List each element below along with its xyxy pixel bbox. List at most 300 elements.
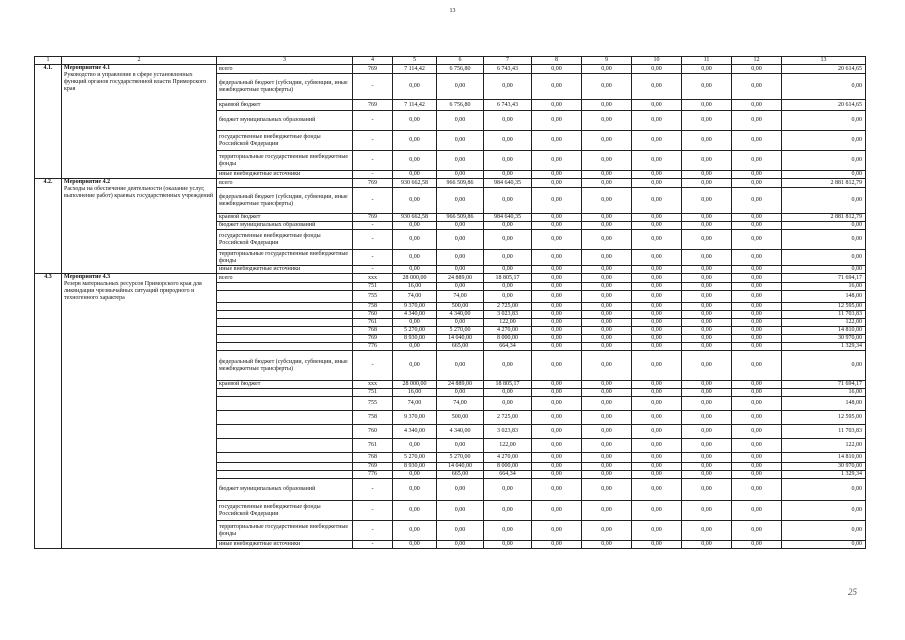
- measure-title: Мероприятие 4.3: [64, 274, 111, 280]
- col-header: 6: [437, 57, 484, 65]
- funding-source: иные внебюджетные источники: [217, 541, 353, 549]
- page-stamp: 25: [848, 587, 857, 597]
- funding-source: федеральный бюджет (субсидии, субвенции, иные межбюджетные трансферты): [217, 188, 353, 214]
- year-value: 8 930,00: [393, 463, 437, 471]
- year-value: 665,00: [437, 471, 484, 479]
- year-value: 0,00: [582, 351, 632, 381]
- year-value: 0,00: [682, 214, 732, 222]
- measure-number: 4.3: [35, 274, 62, 549]
- year-value: 0,00: [532, 131, 582, 151]
- col-header: 9: [582, 57, 632, 65]
- funding-source: [217, 283, 353, 291]
- year-value: 0,00: [632, 100, 682, 111]
- year-value: 0,00: [484, 111, 532, 131]
- grbs-code: 769: [353, 335, 393, 343]
- year-value: 0,00: [437, 501, 484, 521]
- year-value: 0,00: [582, 100, 632, 111]
- year-value: 18 805,17: [484, 274, 532, 283]
- year-value: 16,00: [393, 283, 437, 291]
- year-value: 0,00: [682, 230, 732, 250]
- year-value: 74,00: [393, 291, 437, 303]
- year-value: 0,00: [393, 111, 437, 131]
- year-value: 0,00: [582, 250, 632, 266]
- year-value: 6 743,43: [484, 65, 532, 74]
- year-value: 0,00: [437, 479, 484, 501]
- funding-source: [217, 291, 353, 303]
- year-value: 0,00: [632, 381, 682, 389]
- year-value: 0,00: [732, 479, 782, 501]
- total-value: 0,00: [782, 351, 866, 381]
- year-value: 0,00: [582, 425, 632, 439]
- year-value: 0,00: [484, 389, 532, 397]
- year-value: 0,00: [582, 65, 632, 74]
- col-header: 10: [632, 57, 682, 65]
- year-value: 0,00: [484, 291, 532, 303]
- year-value: 0,00: [532, 151, 582, 171]
- funding-source: иные внебюджетные источники: [217, 171, 353, 179]
- grbs-code: -: [353, 222, 393, 230]
- year-value: 122,00: [484, 439, 532, 453]
- funding-source: бюджет муниципальных образований: [217, 222, 353, 230]
- total-value: 11 703,83: [782, 425, 866, 439]
- year-value: 0,00: [732, 214, 782, 222]
- year-value: 16,00: [393, 389, 437, 397]
- funding-source: [217, 319, 353, 327]
- col-header: 4: [353, 57, 393, 65]
- year-value: 0,00: [682, 250, 732, 266]
- year-value: 0,00: [682, 335, 732, 343]
- measure-description-cell: [62, 274, 217, 549]
- year-value: 0,00: [632, 425, 682, 439]
- year-value: 0,00: [732, 381, 782, 389]
- year-value: 0,00: [532, 541, 582, 549]
- year-value: 0,00: [582, 230, 632, 250]
- year-value: 0,00: [732, 274, 782, 283]
- year-value: 0,00: [532, 266, 582, 274]
- year-value: 0,00: [437, 283, 484, 291]
- total-value: 0,00: [782, 222, 866, 230]
- funding-source: [217, 411, 353, 425]
- year-value: 0,00: [732, 463, 782, 471]
- year-value: 0,00: [582, 397, 632, 411]
- year-value: 0,00: [682, 151, 732, 171]
- year-value: 2 725,00: [484, 411, 532, 425]
- year-value: 0,00: [632, 266, 682, 274]
- year-value: 0,00: [732, 171, 782, 179]
- year-value: 0,00: [632, 131, 682, 151]
- year-value: 0,00: [682, 266, 732, 274]
- year-value: 0,00: [532, 111, 582, 131]
- funding-source: бюджет муниципальных образований: [217, 111, 353, 131]
- year-value: 0,00: [484, 266, 532, 274]
- measure-description: Резерв материальных ресурсов Приморского края для ликвидации чрезвычайных ситуаций природного и техногенного характера: [64, 281, 202, 301]
- year-value: 0,00: [437, 171, 484, 179]
- funding-source: краевой бюджет: [217, 214, 353, 222]
- year-value: 0,00: [484, 351, 532, 381]
- year-value: 0,00: [393, 188, 437, 214]
- measure-description-cell: [62, 65, 217, 179]
- year-value: 6 743,43: [484, 100, 532, 111]
- grbs-code: 769: [353, 214, 393, 222]
- year-value: 0,00: [582, 283, 632, 291]
- col-header: 11: [682, 57, 732, 65]
- year-value: 0,00: [732, 397, 782, 411]
- total-value: 16,00: [782, 389, 866, 397]
- table-row: [35, 65, 866, 74]
- year-value: 0,00: [682, 131, 732, 151]
- total-value: 0,00: [782, 479, 866, 501]
- grbs-code: 760: [353, 425, 393, 439]
- year-value: 9 370,00: [393, 303, 437, 311]
- grbs-code: -: [353, 171, 393, 179]
- year-value: 74,00: [437, 397, 484, 411]
- year-value: 0,00: [682, 274, 732, 283]
- year-value: 4 340,00: [393, 425, 437, 439]
- year-value: 0,00: [632, 397, 682, 411]
- year-value: 0,00: [532, 214, 582, 222]
- funding-source: территориальные государственные внебюджетные фонды: [217, 151, 353, 171]
- col-header: 8: [532, 57, 582, 65]
- year-value: 0,00: [732, 389, 782, 397]
- measure-title: Мероприятие 4.1: [64, 65, 111, 71]
- year-value: 9 370,00: [393, 411, 437, 425]
- year-value: 5 270,00: [393, 327, 437, 335]
- year-value: 0,00: [682, 171, 732, 179]
- total-value: 20 614,65: [782, 100, 866, 111]
- measure-description: Руководство и управление в сфере установленных функций органов государственной власти Приморского края: [64, 72, 207, 92]
- grbs-code: 769: [353, 179, 393, 188]
- total-value: 0,00: [782, 266, 866, 274]
- year-value: 5 270,00: [393, 453, 437, 463]
- year-value: 0,00: [484, 250, 532, 266]
- year-value: 0,00: [532, 171, 582, 179]
- total-value: 148,00: [782, 291, 866, 303]
- total-value: 1 329,34: [782, 343, 866, 351]
- year-value: 0,00: [532, 521, 582, 541]
- year-value: 0,00: [682, 319, 732, 327]
- total-value: 16,00: [782, 283, 866, 291]
- year-value: 28 000,00: [393, 274, 437, 283]
- year-value: 0,00: [732, 411, 782, 425]
- year-value: 0,00: [632, 335, 682, 343]
- year-value: 0,00: [582, 291, 632, 303]
- year-value: 0,00: [393, 250, 437, 266]
- funding-source: [217, 463, 353, 471]
- year-value: 3 023,83: [484, 425, 532, 439]
- grbs-code: 761: [353, 439, 393, 453]
- grbs-code: -: [353, 151, 393, 171]
- year-value: 0,00: [632, 411, 682, 425]
- total-value: 0,00: [782, 501, 866, 521]
- grbs-code: -: [353, 131, 393, 151]
- year-value: 0,00: [484, 74, 532, 100]
- year-value: 0,00: [532, 283, 582, 291]
- year-value: 0,00: [632, 479, 682, 501]
- grbs-code: 758: [353, 303, 393, 311]
- grbs-code: -: [353, 541, 393, 549]
- year-value: 0,00: [393, 230, 437, 250]
- year-value: 0,00: [532, 230, 582, 250]
- year-value: 0,00: [532, 303, 582, 311]
- year-value: 0,00: [532, 343, 582, 351]
- year-value: 0,00: [582, 188, 632, 214]
- year-value: 0,00: [582, 303, 632, 311]
- year-value: 0,00: [682, 439, 732, 453]
- year-value: 0,00: [732, 179, 782, 188]
- year-value: 0,00: [682, 291, 732, 303]
- year-value: 0,00: [732, 439, 782, 453]
- year-value: 0,00: [732, 250, 782, 266]
- year-value: 14 040,00: [437, 463, 484, 471]
- year-value: 8 000,00: [484, 335, 532, 343]
- total-value: 0,00: [782, 171, 866, 179]
- funding-source: государственные внебюджетные фонды Российской Федерации: [217, 501, 353, 521]
- col-header: 13: [782, 57, 866, 65]
- year-value: 0,00: [393, 222, 437, 230]
- grbs-code: -: [353, 521, 393, 541]
- year-value: 0,00: [582, 479, 632, 501]
- year-value: 0,00: [532, 389, 582, 397]
- year-value: 0,00: [532, 74, 582, 100]
- grbs-code: -: [353, 501, 393, 521]
- year-value: 0,00: [532, 453, 582, 463]
- grbs-code: 760: [353, 311, 393, 319]
- year-value: 0,00: [582, 222, 632, 230]
- year-value: 0,00: [582, 471, 632, 479]
- grbs-code: -: [353, 351, 393, 381]
- col-header: 3: [217, 57, 353, 65]
- total-value: 12 595,00: [782, 411, 866, 425]
- measure-description: Расходы на обеспечение деятельности (оказание услуг, выполнение работ) краевых государственных учреждений: [64, 186, 214, 199]
- grbs-code: 776: [353, 343, 393, 351]
- funding-source: [217, 471, 353, 479]
- grbs-code: 755: [353, 397, 393, 411]
- table-row: [35, 274, 866, 283]
- total-value: 71 694,17: [782, 381, 866, 389]
- year-value: 0,00: [732, 74, 782, 100]
- year-value: 0,00: [632, 214, 682, 222]
- year-value: 0,00: [682, 343, 732, 351]
- year-value: 984 640,35: [484, 179, 532, 188]
- year-value: 500,00: [437, 411, 484, 425]
- year-value: 500,00: [437, 303, 484, 311]
- col-header: 7: [484, 57, 532, 65]
- year-value: 0,00: [732, 327, 782, 335]
- year-value: 0,00: [582, 327, 632, 335]
- year-value: 0,00: [682, 521, 732, 541]
- year-value: 0,00: [732, 111, 782, 131]
- page-number: 13: [449, 8, 456, 14]
- year-value: 0,00: [484, 171, 532, 179]
- year-value: 0,00: [532, 335, 582, 343]
- year-value: 0,00: [484, 188, 532, 214]
- year-value: 0,00: [732, 501, 782, 521]
- year-value: 2 725,00: [484, 303, 532, 311]
- year-value: 0,00: [582, 389, 632, 397]
- year-value: 0,00: [582, 131, 632, 151]
- year-value: 0,00: [484, 479, 532, 501]
- year-value: 0,00: [437, 222, 484, 230]
- year-value: 0,00: [532, 411, 582, 425]
- year-value: 6 756,80: [437, 100, 484, 111]
- year-value: 0,00: [582, 343, 632, 351]
- total-value: 0,00: [782, 111, 866, 131]
- grbs-code: 751: [353, 283, 393, 291]
- table-row: [35, 179, 866, 188]
- year-value: 0,00: [682, 303, 732, 311]
- total-value: 1 329,34: [782, 471, 866, 479]
- year-value: 0,00: [682, 188, 732, 214]
- year-value: 0,00: [582, 541, 632, 549]
- year-value: 0,00: [682, 463, 732, 471]
- year-value: 0,00: [532, 425, 582, 439]
- year-value: 0,00: [484, 230, 532, 250]
- year-value: 0,00: [632, 74, 682, 100]
- grbs-code: -: [353, 111, 393, 131]
- year-value: 0,00: [437, 131, 484, 151]
- year-value: 0,00: [437, 74, 484, 100]
- year-value: 0,00: [682, 541, 732, 549]
- year-value: 0,00: [393, 266, 437, 274]
- year-value: 0,00: [682, 351, 732, 381]
- year-value: 0,00: [532, 327, 582, 335]
- year-value: 0,00: [582, 171, 632, 179]
- year-value: 0,00: [732, 351, 782, 381]
- funding-source: [217, 327, 353, 335]
- grbs-code: ххх: [353, 381, 393, 389]
- year-value: 0,00: [437, 541, 484, 549]
- year-value: 5 270,00: [437, 453, 484, 463]
- total-value: 122,00: [782, 319, 866, 327]
- year-value: 0,00: [582, 439, 632, 453]
- year-value: 0,00: [632, 319, 682, 327]
- year-value: 0,00: [437, 521, 484, 541]
- grbs-code: -: [353, 250, 393, 266]
- year-value: 0,00: [682, 222, 732, 230]
- total-value: 2 881 812,79: [782, 214, 866, 222]
- year-value: 0,00: [582, 266, 632, 274]
- year-value: 0,00: [532, 471, 582, 479]
- year-value: 7 114,42: [393, 65, 437, 74]
- year-value: 0,00: [393, 541, 437, 549]
- funding-source: [217, 303, 353, 311]
- year-value: 0,00: [437, 230, 484, 250]
- year-value: 0,00: [484, 283, 532, 291]
- funding-source: территориальные государственные внебюджетные фонды: [217, 521, 353, 541]
- year-value: 0,00: [682, 479, 732, 501]
- year-value: 8 930,00: [393, 335, 437, 343]
- funding-source: [217, 439, 353, 453]
- year-value: 0,00: [682, 179, 732, 188]
- year-value: 0,00: [393, 343, 437, 351]
- year-value: 3 023,83: [484, 311, 532, 319]
- year-value: 0,00: [393, 479, 437, 501]
- year-value: 0,00: [532, 188, 582, 214]
- year-value: 0,00: [682, 453, 732, 463]
- table-body: [35, 57, 866, 549]
- year-value: 665,00: [437, 343, 484, 351]
- year-value: 0,00: [632, 188, 682, 214]
- year-value: 0,00: [682, 111, 732, 131]
- funding-source: территориальные государственные внебюджетные фонды: [217, 250, 353, 266]
- year-value: 0,00: [732, 283, 782, 291]
- measure-number: 4.2.: [35, 179, 62, 274]
- total-value: 14 810,00: [782, 453, 866, 463]
- year-value: 0,00: [437, 389, 484, 397]
- grbs-code: -: [353, 479, 393, 501]
- year-value: 0,00: [532, 311, 582, 319]
- year-value: 8 000,00: [484, 463, 532, 471]
- year-value: 28 000,00: [393, 381, 437, 389]
- year-value: 0,00: [632, 521, 682, 541]
- year-value: 0,00: [632, 327, 682, 335]
- funding-source: [217, 425, 353, 439]
- year-value: 0,00: [582, 311, 632, 319]
- measure-title: Мероприятие 4.2: [64, 179, 111, 185]
- year-value: 0,00: [532, 397, 582, 411]
- year-value: 0,00: [732, 230, 782, 250]
- year-value: 0,00: [393, 319, 437, 327]
- year-value: 0,00: [393, 351, 437, 381]
- year-value: 0,00: [532, 179, 582, 188]
- grbs-code: 768: [353, 327, 393, 335]
- year-value: 7 114,42: [393, 100, 437, 111]
- year-value: 0,00: [532, 100, 582, 111]
- year-value: 0,00: [732, 311, 782, 319]
- year-value: 0,00: [582, 111, 632, 131]
- grbs-code: 776: [353, 471, 393, 479]
- year-value: 0,00: [437, 319, 484, 327]
- year-value: 0,00: [732, 303, 782, 311]
- year-value: 0,00: [632, 501, 682, 521]
- year-value: 930 662,58: [393, 179, 437, 188]
- funding-source: всего: [217, 274, 353, 283]
- col-header: 2: [62, 57, 217, 65]
- total-value: 12 595,00: [782, 303, 866, 311]
- year-value: 0,00: [732, 188, 782, 214]
- year-value: 0,00: [732, 541, 782, 549]
- year-value: 0,00: [393, 131, 437, 151]
- year-value: 0,00: [437, 250, 484, 266]
- year-value: 0,00: [393, 171, 437, 179]
- year-value: 0,00: [632, 222, 682, 230]
- funding-source: иные внебюджетные источники: [217, 266, 353, 274]
- funding-source: [217, 397, 353, 411]
- year-value: 0,00: [732, 100, 782, 111]
- year-value: 0,00: [393, 471, 437, 479]
- total-value: 11 703,83: [782, 311, 866, 319]
- funding-source: [217, 335, 353, 343]
- year-value: 0,00: [632, 171, 682, 179]
- year-value: 966 509,86: [437, 214, 484, 222]
- year-value: 0,00: [582, 453, 632, 463]
- year-value: 4 340,00: [393, 311, 437, 319]
- year-value: 0,00: [393, 521, 437, 541]
- year-value: 14 040,00: [437, 335, 484, 343]
- year-value: 0,00: [732, 521, 782, 541]
- year-value: 0,00: [582, 411, 632, 425]
- year-value: 18 805,17: [484, 381, 532, 389]
- funding-source: [217, 343, 353, 351]
- total-value: 0,00: [782, 250, 866, 266]
- year-value: 0,00: [532, 250, 582, 266]
- year-value: 0,00: [632, 351, 682, 381]
- year-value: 0,00: [682, 65, 732, 74]
- funding-source: [217, 389, 353, 397]
- year-value: 664,34: [484, 471, 532, 479]
- grbs-code: 769: [353, 463, 393, 471]
- year-value: 0,00: [732, 291, 782, 303]
